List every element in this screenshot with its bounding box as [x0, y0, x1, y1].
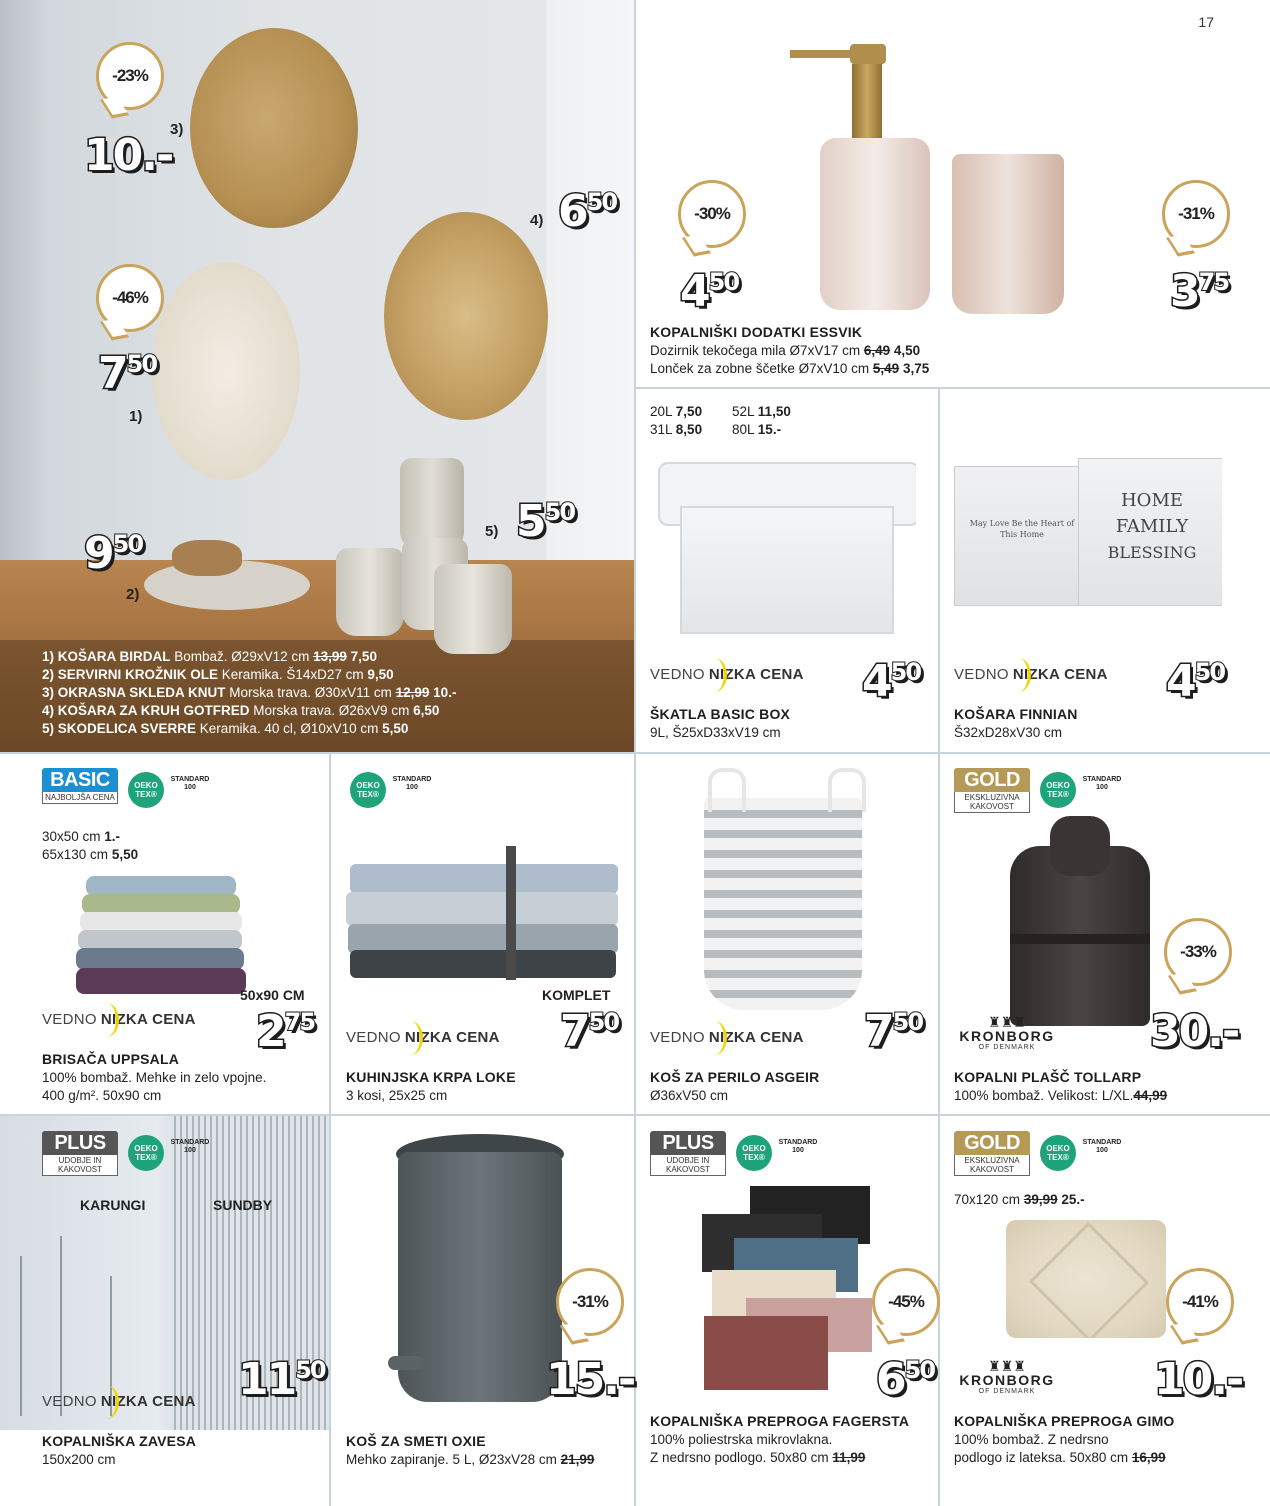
product-desc: 9L, Š25xD33xV19 cm: [650, 725, 781, 740]
vedno-nizka-cena: VEDNO NIZKA CENA: [42, 1393, 196, 1410]
product-desc: Mehko zapiranje. 5 L, Ø23xV28 cm 21,99: [346, 1452, 595, 1467]
plus-badge: PLUS UDOBJE IN KAKOVOST: [42, 1131, 118, 1175]
hero-item-list: [42, 648, 456, 738]
gold-badge: GOLD EKSKLUZIVNA KAKOVOST: [954, 1131, 1030, 1175]
divider: [634, 387, 1270, 389]
basic-badge: BASIC NAJBOLJŠA CENA: [42, 768, 118, 812]
discount-badge: -31%: [1162, 180, 1230, 248]
price-3: 10.-: [84, 130, 173, 181]
marker-4: 4): [530, 212, 544, 229]
hero-photo: [0, 0, 634, 752]
soap-dispenser-photo: [790, 44, 940, 314]
gold-badge: GOLD EKSKLUZIVNA KAKOVOST: [954, 768, 1030, 812]
vedno-nizka-cena: VEDNO NIZKA CENA: [42, 1011, 196, 1028]
product-desc: 100% bombaž. Z nedrsno podlogo iz lateksa. 50x80 cm 16,99: [954, 1432, 1166, 1465]
price: 750: [864, 1006, 923, 1057]
variant-label: KARUNGI: [80, 1197, 146, 1213]
price: 450: [1166, 656, 1225, 707]
product-title: KOPALNIŠKA PREPROGA FAGERSTA: [650, 1413, 910, 1429]
price-4: 650: [558, 186, 617, 237]
set-note: KOMPLET: [542, 987, 611, 1003]
oeko-tex-icon: OEKO TEX®: [128, 1135, 164, 1171]
discount-badge: -41%: [1166, 1268, 1234, 1336]
product-desc: 100% bombaž. Velikost: L/XL.44,99: [954, 1088, 1168, 1103]
standard-label: STANDARD 100: [392, 776, 432, 791]
size-price: 70x120 cm 39,99 25.-: [954, 1192, 1085, 1207]
discount-badge: -45%: [872, 1268, 940, 1336]
price-5: 550: [516, 496, 575, 547]
product-title: KOPALNI PLAŠČ TOLLARP: [954, 1069, 1142, 1085]
vedno-nizka-cena: VEDNO NIZKA CENA: [346, 1029, 500, 1046]
divider: [329, 752, 331, 1506]
price-soap: 450: [680, 266, 739, 317]
oeko-tex-icon: OEKO TEX®: [736, 1135, 772, 1171]
vedno-nizka-cena: VEDNO NIZKA CENA: [954, 666, 1108, 683]
product-title: KOŠ ZA SMETI OXIE: [346, 1433, 486, 1449]
bath-mat-photo: [1006, 1220, 1166, 1338]
size-list: 30x50 cm 1.- 65x130 cm 5,50: [42, 829, 139, 862]
price-cup: 375: [1170, 266, 1229, 317]
price: 450: [862, 656, 921, 707]
list-item: 5) SKODELICA SVERRE Keramika. 40 cl, Ø10xV10 cm 5,50: [42, 721, 409, 736]
marker-3: 3): [170, 121, 184, 138]
list-item: 1) KOŠARA BIRDAL Bombaž. Ø29xV12 cm 13,99 7,50: [42, 649, 377, 664]
product-title: KOPALNIŠKA ZAVESA: [42, 1433, 197, 1449]
marker-1: 1): [129, 408, 143, 425]
price: 750: [560, 1006, 619, 1057]
discount-badge: -33%: [1164, 918, 1232, 986]
price-1: 750: [98, 348, 157, 399]
product-desc: 150x200 cm: [42, 1452, 116, 1467]
discount-badge: -31%: [556, 1268, 624, 1336]
kronborg-logo: ♜♜♜ KRONBORG OF DENMARK: [959, 1358, 1055, 1395]
storage-basket-photo: [954, 458, 1222, 608]
price: 650: [876, 1354, 935, 1405]
product-desc: 100% bombaž. Mehke in zelo vpojne. 400 g/m². 50x90 cm: [42, 1070, 267, 1103]
bath-mats-photo: [702, 1186, 880, 1398]
oeko-tex-icon: OEKO TEX®: [1040, 772, 1076, 808]
marker-5: 5): [485, 523, 499, 540]
product-desc: Dozirnik tekočega mila Ø7xV17 cm 6,49 4,50 Lonček za zobne ščetke Ø7xV10 cm 5,49 3,75: [650, 343, 930, 376]
product-title: KOŠ ZA PERILO ASGEIR: [650, 1069, 820, 1085]
standard-label: STANDARD 100: [170, 1139, 210, 1154]
divider: [0, 752, 1270, 754]
product-desc: Ø36xV50 cm: [650, 1088, 729, 1103]
product-desc: Š32xD28xV30 cm: [954, 725, 1063, 740]
bathrobe-photo: [1000, 816, 1160, 1028]
price: 275: [256, 1006, 315, 1057]
product-title: BRISAČA UPPSALA: [42, 1051, 180, 1067]
variant-label: SUNDBY: [213, 1197, 273, 1213]
product-title: KOPALNIŠKI DODATKI ESSVIK: [650, 324, 863, 340]
toothbrush-cup-photo: [952, 154, 1064, 314]
vedno-nizka-cena: VEDNO NIZKA CENA: [650, 666, 804, 683]
price: 1150: [238, 1354, 325, 1405]
standard-label: STANDARD 100: [778, 1139, 818, 1154]
product-desc: 3 kosi, 25x25 cm: [346, 1088, 448, 1103]
box-print: HOME FAMILY BLESSING: [1107, 490, 1197, 562]
storage-box-photo: [658, 462, 916, 634]
price: 10.-: [1154, 1354, 1243, 1405]
kronborg-logo: ♜♜♜ KRONBORG OF DENMARK: [959, 1014, 1055, 1051]
discount-badge: -46%: [96, 264, 164, 332]
marker-2: 2): [126, 586, 140, 603]
product-desc: 100% poliestrska mikrovlakna. Z nedrsno podlogo. 50x80 cm 11,99: [650, 1432, 866, 1465]
discount-badge: -23%: [96, 42, 164, 110]
list-item: 2) SERVIRNI KROŽNIK OLE Keramika. Š14xD27 cm 9,50: [42, 667, 394, 682]
list-item: 3) OKRASNA SKLEDA KNUT Morska trava. Ø30xV11 cm 12,99 10.-: [42, 685, 457, 700]
oeko-tex-icon: OEKO TEX®: [350, 772, 386, 808]
vedno-nizka-cena: VEDNO NIZKA CENA: [650, 1029, 804, 1046]
laundry-basket-photo: [698, 768, 868, 1014]
size-list: 20L 7,50 52L 11,50 31L 8,50 80L 15.-: [650, 404, 791, 437]
divider: [938, 387, 940, 1506]
product-title: KOPALNIŠKA PREPROGA GIMO: [954, 1413, 1175, 1429]
plus-badge: PLUS UDOBJE IN KAKOVOST: [650, 1131, 726, 1175]
trash-bin-photo: [388, 1134, 572, 1408]
oeko-tex-icon: OEKO TEX®: [128, 772, 164, 808]
standard-label: STANDARD 100: [1082, 776, 1122, 791]
box-print: May Love Be the Heart of This Home: [969, 519, 1075, 539]
product-title: ŠKATLA BASIC BOX: [650, 706, 791, 722]
dish-cloths-photo: [346, 846, 622, 980]
discount-badge: -30%: [678, 180, 746, 248]
page-number: 17: [1198, 14, 1214, 30]
oeko-tex-icon: OEKO TEX®: [1040, 1135, 1076, 1171]
price-2: 950: [84, 528, 143, 579]
product-title: KOŠARA FINNIAN: [954, 706, 1078, 722]
price: 30.-: [1150, 1006, 1239, 1057]
standard-label: STANDARD 100: [1082, 1139, 1122, 1154]
product-title: KUHINJSKA KRPA LOKE: [346, 1069, 516, 1085]
price: 15.-: [546, 1354, 635, 1405]
list-item: 4) KOŠARA ZA KRUH GOTFRED Morska trava. Ø26xV9 cm 6,50: [42, 703, 440, 718]
towels-photo: [76, 876, 248, 998]
size-note: 50x90 CM: [240, 987, 305, 1003]
standard-label: STANDARD 100: [170, 776, 210, 791]
